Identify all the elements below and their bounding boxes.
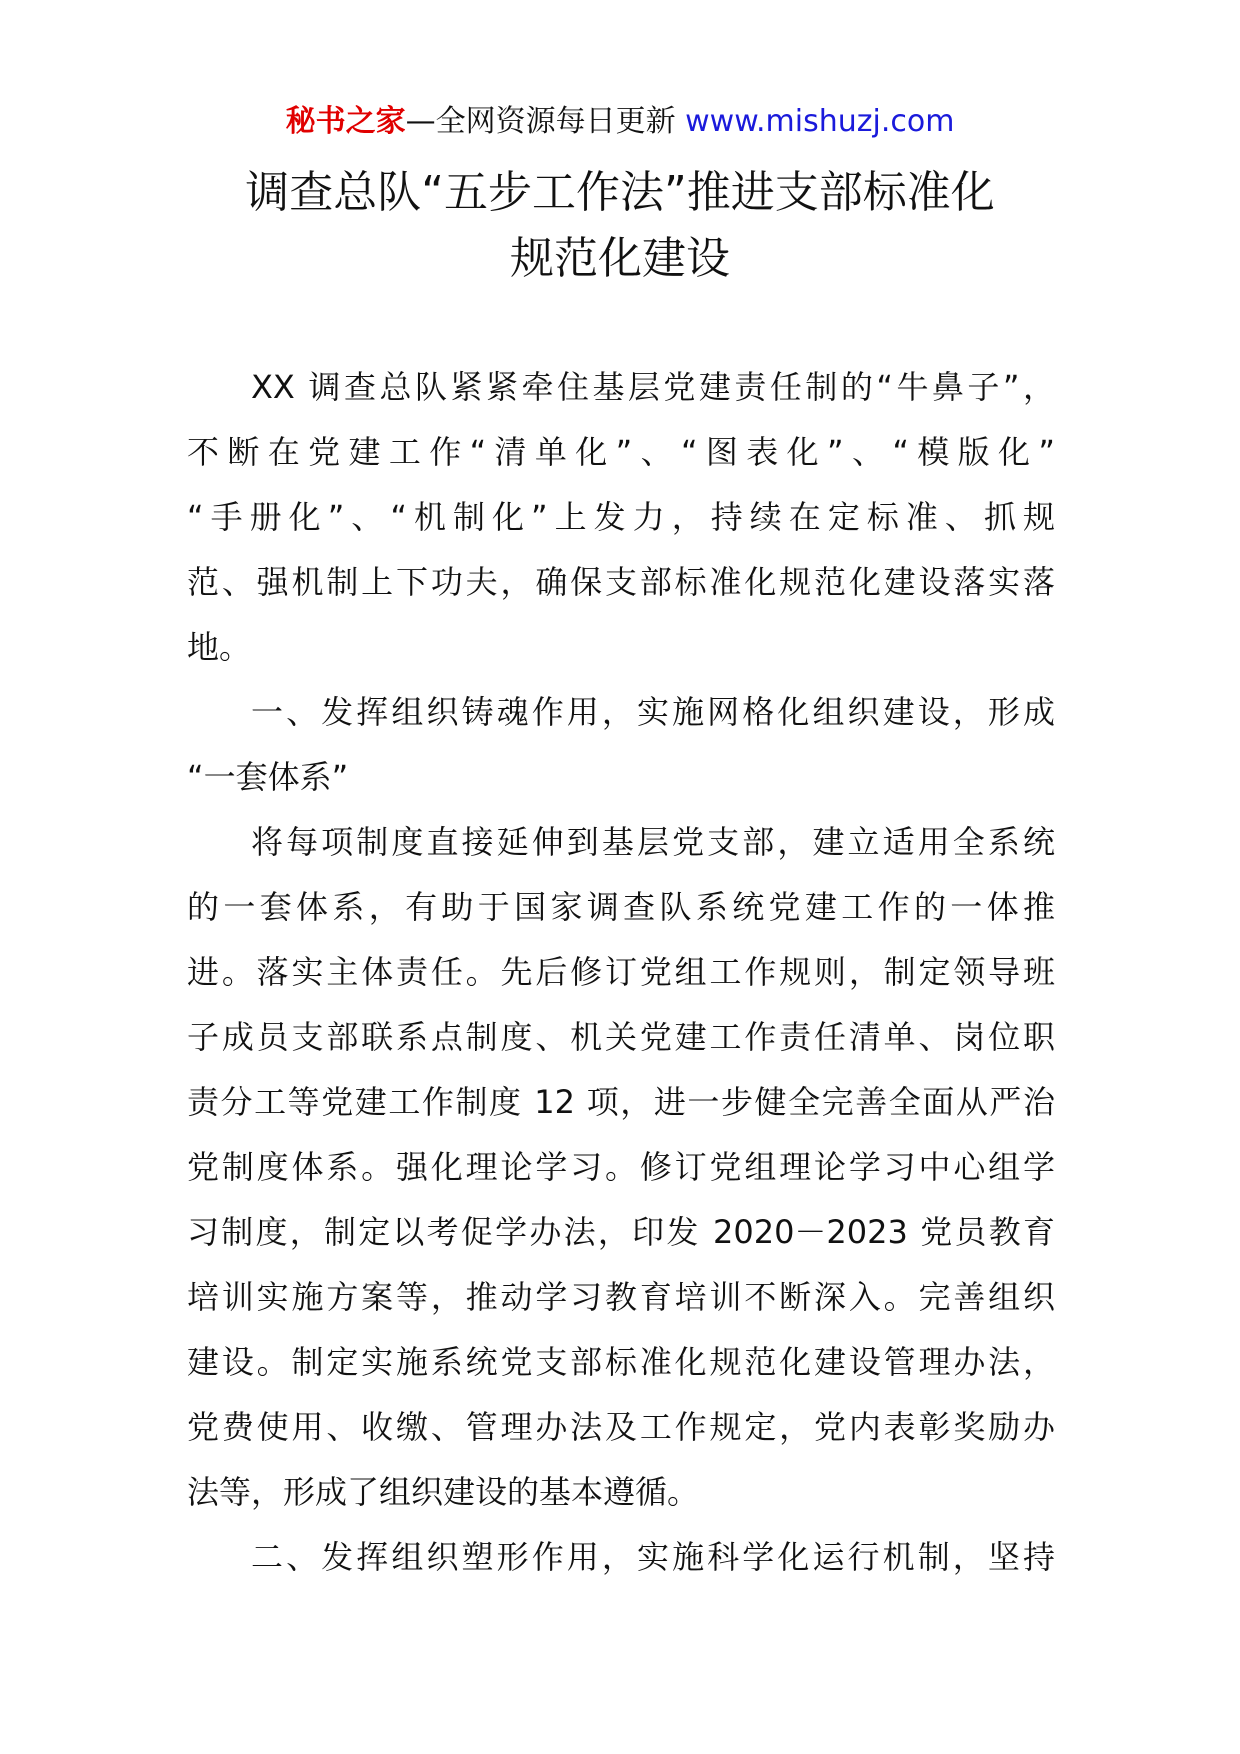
- paragraph-2-line: 建设。制定实施系统党支部标准化规范化建设管理办法，: [187, 1343, 1055, 1381]
- paragraph-1-line: 不断在党建工作“清单化”、“图表化”、“模版化”: [187, 433, 1055, 471]
- site-header: [0, 100, 1240, 144]
- paragraph-1-line: XX 调查总队紧紧牵住基层党建责任制的“牛鼻子”，: [251, 368, 1055, 406]
- paragraph-2-line: 责分工等党建工作制度 12 项，进一步健全完善全面从严治: [187, 1083, 1055, 1121]
- document-body: [187, 355, 1055, 1590]
- paragraph-2-line: 的一套体系，有助于国家调查队系统党建工作的一体推: [187, 888, 1055, 926]
- header-slogan: —全网资源每日更新: [405, 104, 676, 139]
- brand-name: 秘书之家: [285, 104, 406, 139]
- paragraph-2-line: 习制度，制定以考促学办法，印发 2020－2023 党员教育: [187, 1213, 1055, 1251]
- document-title: [0, 160, 1240, 292]
- paragraph-2-line: 党制度体系。强化理论学习。修订党组理论学习中心组学: [187, 1148, 1055, 1186]
- section-heading-2-line: 二、发挥组织塑形作用，实施科学化运行机制，坚持: [251, 1538, 1055, 1576]
- paragraph-2-line: 培训实施方案等，推动学习教育培训不断深入。完善组织: [187, 1278, 1055, 1316]
- paragraph-2-line: 子成员支部联系点制度、机关党建工作责任清单、岗位职: [187, 1018, 1055, 1056]
- paragraph-2-line: 进。落实主体责任。先后修订党组工作规则，制定领导班: [187, 953, 1055, 991]
- title-line-2: 规范化建设: [510, 233, 730, 284]
- section-heading-1-line: 一、发挥组织铸魂作用，实施网格化组织建设，形成: [251, 693, 1055, 731]
- paragraph-2-line: 将每项制度直接延伸到基层党支部，建立适用全系统: [251, 823, 1055, 861]
- paragraph-1-line: 地。: [187, 628, 252, 666]
- section-heading-1-line: “一套体系”: [187, 758, 349, 796]
- paragraph-2-line: 法等，形成了组织建设的基本遵循。: [187, 1473, 700, 1511]
- paragraph-1-line: 范、强机制上下功夫，确保支部标准化规范化建设落实落: [187, 563, 1055, 601]
- paragraph-2-line: 党费使用、收缴、管理办法及工作规定，党内表彰奖励办: [187, 1408, 1055, 1446]
- header-url-link[interactable]: www.mishuzj.com: [685, 104, 955, 139]
- title-line-1: 调查总队“五步工作法”推进支部标准化: [245, 167, 995, 218]
- paragraph-1-line: “手册化”、“机制化”上发力，持续在定标准、抓规: [187, 498, 1055, 536]
